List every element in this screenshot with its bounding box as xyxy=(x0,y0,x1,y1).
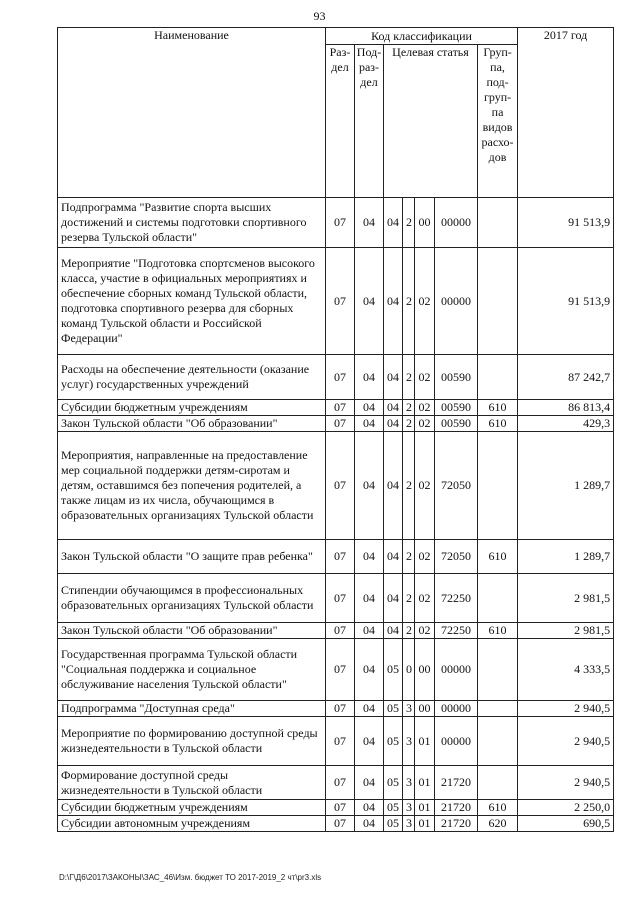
row-target-event: 00 xyxy=(415,701,435,717)
row-subsection: 04 xyxy=(355,198,384,248)
file-path-footer: D:\Г\Д6\2017\ЗАКОНЫ\ЗАС_46\Изм. бюджет ТО 2017-2019_2 чт\pr3.xls xyxy=(59,873,322,882)
budget-table xyxy=(57,27,614,832)
row-subsection: 04 xyxy=(355,248,384,355)
row-target-event: 02 xyxy=(415,355,435,400)
row-section: 07 xyxy=(326,717,355,766)
header-name: Наименование xyxy=(58,28,326,198)
row-target-subprogram: 2 xyxy=(403,416,415,432)
page-number: 93 xyxy=(313,9,326,23)
row-expense-group: 610 xyxy=(478,540,518,574)
row-target-program: 04 xyxy=(384,355,403,400)
row-section: 07 xyxy=(326,574,355,623)
row-expense-group xyxy=(478,248,518,355)
row-target-direction: 00000 xyxy=(435,701,478,717)
row-target-event: 02 xyxy=(415,574,435,623)
row-target-event: 00 xyxy=(415,639,435,701)
row-target-subprogram: 3 xyxy=(403,766,415,800)
row-amount: 1 289,7 xyxy=(518,432,614,540)
row-target-direction: 72250 xyxy=(435,574,478,623)
row-subsection: 04 xyxy=(355,766,384,800)
table-row xyxy=(58,816,614,832)
row-subsection: 04 xyxy=(355,816,384,832)
row-target-direction: 00590 xyxy=(435,400,478,416)
table-row xyxy=(58,574,614,623)
row-target-direction: 00000 xyxy=(435,639,478,701)
row-subsection: 04 xyxy=(355,432,384,540)
row-amount: 429,3 xyxy=(518,416,614,432)
table-row xyxy=(58,540,614,574)
row-target-direction: 72050 xyxy=(435,432,478,540)
row-target-subprogram: 0 xyxy=(403,639,415,701)
row-target-direction: 00590 xyxy=(435,416,478,432)
row-expense-group xyxy=(478,198,518,248)
row-expense-group xyxy=(478,701,518,717)
header-row-top xyxy=(58,28,614,45)
row-target-program: 04 xyxy=(384,540,403,574)
row-target-event: 01 xyxy=(415,717,435,766)
header-expense-group: Груп- па, под- груп- па видов расхо- дов xyxy=(478,45,518,198)
row-target-subprogram: 2 xyxy=(403,400,415,416)
row-amount: 91 513,9 xyxy=(518,248,614,355)
table-row xyxy=(58,355,614,400)
row-target-program: 05 xyxy=(384,766,403,800)
table-row xyxy=(58,198,614,248)
row-target-subprogram: 2 xyxy=(403,248,415,355)
row-target-subprogram: 3 xyxy=(403,701,415,717)
table-row xyxy=(58,248,614,355)
row-subsection: 04 xyxy=(355,701,384,717)
row-target-direction: 21720 xyxy=(435,800,478,816)
row-target-subprogram: 2 xyxy=(403,574,415,623)
row-target-event: 00 xyxy=(415,198,435,248)
row-amount: 2 250,0 xyxy=(518,800,614,816)
row-section: 07 xyxy=(326,639,355,701)
row-name: Мероприятие по формированию доступной среды жизнедеятельности в Тульской области xyxy=(58,717,326,766)
row-target-event: 02 xyxy=(415,248,435,355)
row-target-program: 04 xyxy=(384,400,403,416)
row-target-subprogram: 3 xyxy=(403,717,415,766)
row-subsection: 04 xyxy=(355,355,384,400)
row-name: Стипендии обучающимся в профессиональных образовательных организациях Тульской области xyxy=(58,574,326,623)
row-target-direction: 00000 xyxy=(435,198,478,248)
row-target-event: 02 xyxy=(415,540,435,574)
row-subsection: 04 xyxy=(355,574,384,623)
row-section: 07 xyxy=(326,800,355,816)
row-section: 07 xyxy=(326,540,355,574)
header-target-article: Целевая статья xyxy=(384,45,478,198)
row-expense-group xyxy=(478,766,518,800)
row-target-direction: 72050 xyxy=(435,540,478,574)
row-amount: 87 242,7 xyxy=(518,355,614,400)
row-target-program: 04 xyxy=(384,248,403,355)
row-target-direction: 21720 xyxy=(435,816,478,832)
table-row xyxy=(58,432,614,540)
row-target-subprogram: 2 xyxy=(403,355,415,400)
row-target-program: 04 xyxy=(384,416,403,432)
row-target-program: 05 xyxy=(384,701,403,717)
row-subsection: 04 xyxy=(355,400,384,416)
row-name: Подпрограмма "Развитие спорта высших достижений и системы подготовки спортивного резерва Тульской области" xyxy=(58,198,326,248)
row-name: Закон Тульской области "О защите прав ребенка" xyxy=(58,540,326,574)
table-row xyxy=(58,701,614,717)
table-row xyxy=(58,766,614,800)
row-name: Мероприятие "Подготовка спортсменов высокого класса, участие в официальных мероприятиях и обеспечение сборных команд Тульской области, подготовка спортивного резерва для сборных команд Тульской области и Российской Федерации" xyxy=(58,248,326,355)
row-name: Закон Тульской области "Об образовании" xyxy=(58,416,326,432)
row-subsection: 04 xyxy=(355,540,384,574)
row-section: 07 xyxy=(326,623,355,639)
row-amount: 2 981,5 xyxy=(518,623,614,639)
row-name: Субсидии автономным учреждениям xyxy=(58,816,326,832)
row-name: Субсидии бюджетным учреждениям xyxy=(58,400,326,416)
header-year: 2017 год xyxy=(518,28,614,198)
table-body xyxy=(58,198,614,832)
row-amount: 86 813,4 xyxy=(518,400,614,416)
row-target-direction: 72250 xyxy=(435,623,478,639)
row-section: 07 xyxy=(326,355,355,400)
row-expense-group xyxy=(478,639,518,701)
row-subsection: 04 xyxy=(355,416,384,432)
table-row xyxy=(58,800,614,816)
row-target-program: 04 xyxy=(384,574,403,623)
row-amount: 91 513,9 xyxy=(518,198,614,248)
row-target-direction: 21720 xyxy=(435,766,478,800)
header-subsection: Под- раз- дел xyxy=(355,45,384,198)
row-target-program: 04 xyxy=(384,198,403,248)
row-target-program: 05 xyxy=(384,717,403,766)
row-amount: 4 333,5 xyxy=(518,639,614,701)
row-target-event: 02 xyxy=(415,400,435,416)
row-target-program: 04 xyxy=(384,623,403,639)
row-amount: 690,5 xyxy=(518,816,614,832)
row-expense-group xyxy=(478,355,518,400)
table-row xyxy=(58,400,614,416)
row-target-direction: 00000 xyxy=(435,717,478,766)
row-target-subprogram: 2 xyxy=(403,198,415,248)
row-target-event: 02 xyxy=(415,416,435,432)
table-row xyxy=(58,416,614,432)
row-expense-group: 610 xyxy=(478,800,518,816)
row-section: 07 xyxy=(326,416,355,432)
table-row xyxy=(58,717,614,766)
row-target-program: 05 xyxy=(384,639,403,701)
row-expense-group xyxy=(478,717,518,766)
row-section: 07 xyxy=(326,701,355,717)
row-subsection: 04 xyxy=(355,717,384,766)
row-target-event: 02 xyxy=(415,432,435,540)
row-section: 07 xyxy=(326,400,355,416)
row-target-direction: 00000 xyxy=(435,248,478,355)
row-amount: 2 940,5 xyxy=(518,701,614,717)
row-name: Подпрограмма "Доступная среда" xyxy=(58,701,326,717)
table-row xyxy=(58,639,614,701)
row-amount: 2 940,5 xyxy=(518,766,614,800)
row-section: 07 xyxy=(326,766,355,800)
row-subsection: 04 xyxy=(355,639,384,701)
row-target-event: 02 xyxy=(415,623,435,639)
row-subsection: 04 xyxy=(355,800,384,816)
header-section: Раз- дел xyxy=(326,45,355,198)
header-classification: Код классификации xyxy=(326,28,518,45)
row-expense-group xyxy=(478,432,518,540)
row-expense-group: 620 xyxy=(478,816,518,832)
row-expense-group: 610 xyxy=(478,416,518,432)
row-target-subprogram: 3 xyxy=(403,816,415,832)
row-section: 07 xyxy=(326,432,355,540)
row-expense-group: 610 xyxy=(478,623,518,639)
row-target-subprogram: 2 xyxy=(403,623,415,639)
table-row xyxy=(58,623,614,639)
row-name: Закон Тульской области "Об образовании" xyxy=(58,623,326,639)
row-target-event: 01 xyxy=(415,816,435,832)
row-expense-group xyxy=(478,574,518,623)
row-name: Государственная программа Тульской области "Социальная поддержка и социальное обслуживание населения Тульской области" xyxy=(58,639,326,701)
row-target-direction: 00590 xyxy=(435,355,478,400)
row-section: 07 xyxy=(326,198,355,248)
row-target-event: 01 xyxy=(415,800,435,816)
row-expense-group: 610 xyxy=(478,400,518,416)
row-target-subprogram: 2 xyxy=(403,540,415,574)
row-target-program: 05 xyxy=(384,816,403,832)
row-target-subprogram: 2 xyxy=(403,432,415,540)
row-target-event: 01 xyxy=(415,766,435,800)
row-target-subprogram: 3 xyxy=(403,800,415,816)
row-name: Субсидии бюджетным учреждениям xyxy=(58,800,326,816)
row-section: 07 xyxy=(326,248,355,355)
row-name: Мероприятия, направленные на предоставление мер социальной поддержки детям-сиротам и детям, оставшимся без попечения родителей, а также лицам из их числа, обучающимся в образовательных организациях Тульской области xyxy=(58,432,326,540)
row-name: Расходы на обеспечение деятельности (оказание услуг) государственных учреждений xyxy=(58,355,326,400)
row-target-program: 04 xyxy=(384,432,403,540)
row-name: Формирование доступной среды жизнедеятельности в Тульской области xyxy=(58,766,326,800)
row-amount: 2 981,5 xyxy=(518,574,614,623)
row-amount: 1 289,7 xyxy=(518,540,614,574)
row-section: 07 xyxy=(326,816,355,832)
row-amount: 2 940,5 xyxy=(518,717,614,766)
row-target-program: 05 xyxy=(384,800,403,816)
row-subsection: 04 xyxy=(355,623,384,639)
